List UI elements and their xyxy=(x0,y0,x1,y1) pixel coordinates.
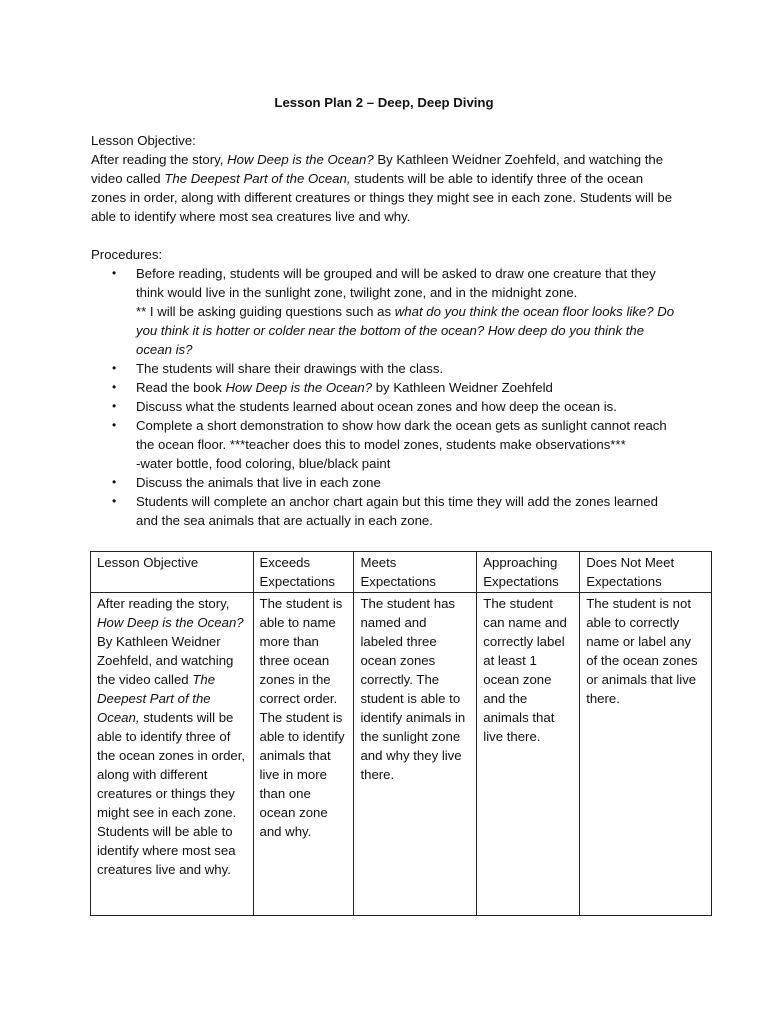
rubric-header-row xyxy=(91,552,712,593)
bullet-icon: • xyxy=(112,494,117,508)
procedure-step xyxy=(91,397,681,416)
rubric-objective-text-1: After reading the story, xyxy=(97,596,230,611)
procedures-list xyxy=(91,264,681,530)
objective-text-1: After reading the story, xyxy=(91,152,228,167)
procedures-section xyxy=(91,245,681,530)
procedure-step xyxy=(91,492,681,530)
step-1-note-prefix: ** I will be asking guiding questions such as xyxy=(136,304,395,319)
procedure-step xyxy=(91,264,681,359)
page-title: Lesson Plan 2 – Deep, Deep Diving xyxy=(274,95,494,110)
objective-video-title: The Deepest Part of the Ocean, xyxy=(164,171,351,186)
rubric-objective-cell xyxy=(91,593,254,916)
procedure-step xyxy=(91,359,681,378)
step-1-text: Before reading, students will be grouped and will be asked to draw one creature that they think would live in the sunlight zone, twilight zone, and in the midnight zone. xyxy=(136,266,656,300)
rubric-header-exceeds: Exceeds Expectations xyxy=(253,552,354,593)
rubric-meets-cell: The student has named and labeled three ocean zones correctly. The student is able to identify animals in the sunlight zone and why they live there. xyxy=(354,593,477,916)
rubric-body-row xyxy=(91,593,712,916)
rubric-objective-book-title: How Deep is the Ocean? xyxy=(97,615,244,630)
rubric-header-approaching: Approaching Expectations xyxy=(477,552,580,593)
step-3-suffix: by Kathleen Weidner Zoehfeld xyxy=(372,380,553,395)
step-5-text: Complete a short demonstration to show how dark the ocean gets as sunlight cannot reach the ocean floor. ***teacher does this to model zones, students make observations*** xyxy=(136,418,667,452)
bullet-icon: • xyxy=(112,399,117,413)
lesson-objective-heading: Lesson Objective: xyxy=(91,133,196,148)
rubric-objective-video-title: The Deepest Part of the Ocean, xyxy=(97,672,216,725)
rubric-approaching-cell: The student can name and correctly label at least 1 ocean zone and the animals that live there. xyxy=(477,593,580,916)
procedure-step xyxy=(91,473,681,492)
lesson-objective-section xyxy=(91,131,681,226)
step-7-text: Students will complete an anchor chart again but this time they will add the zones learned and the sea animals that are actually in each zone. xyxy=(136,494,658,528)
rubric-objective-text-3: students will be able to identify three of the ocean zones in order, along with different creatures or things they might see in each zone. Students will be able to identify where most sea creatures live and why. xyxy=(97,710,246,877)
step-6-text: Discuss the animals that live in each zone xyxy=(136,475,381,490)
step-1-note xyxy=(136,302,681,359)
objective-text-3: students will be able to identify three of the ocean zones in order, along with different creatures or things they might see in each zone. Students will be able to identify where most sea creatures live and why. xyxy=(91,171,673,224)
step-2-text: The students will share their drawings with the class. xyxy=(136,361,444,376)
step-3-prefix: Read the book xyxy=(136,380,226,395)
rubric-does-not-meet-cell: The student is not able to correctly name or label any of the ocean zones or animals that live there. xyxy=(580,593,712,916)
step-4-text: Discuss what the students learned about ocean zones and how deep the ocean is. xyxy=(136,399,617,414)
bullet-icon: • xyxy=(112,361,117,375)
bullet-icon: • xyxy=(112,266,117,280)
procedures-heading: Procedures: xyxy=(91,247,163,262)
bullet-icon: • xyxy=(112,475,117,489)
procedure-step xyxy=(91,378,681,397)
bullet-icon: • xyxy=(112,418,117,432)
rubric-header-meets: Meets Expectations xyxy=(354,552,477,593)
objective-paragraph xyxy=(91,152,672,224)
rubric-table xyxy=(90,551,712,916)
step-1-guiding-questions: what do you think the ocean floor looks like? Do you think it is hotter or colder near the bottom of the ocean? How deep do you think the ocean is? xyxy=(136,304,675,357)
objective-book-title: How Deep is the Ocean? xyxy=(227,152,374,167)
objective-text-2: By Kathleen Weidner Zoehfeld, and watching the video called xyxy=(91,152,664,186)
rubric-objective-text-2: By Kathleen Weidner Zoehfeld, and watching the video called xyxy=(97,634,234,687)
procedure-step xyxy=(91,416,681,473)
step-3-book-title: How Deep is the Ocean? xyxy=(225,380,373,395)
step-5-materials: -water bottle, food coloring, blue/black paint xyxy=(136,456,391,471)
rubric-header-lesson-objective: Lesson Objective xyxy=(91,552,254,593)
rubric-exceeds-cell: The student is able to name more than three ocean zones in the correct order. The student is able to identify animals that live in more than one ocean zone and why. xyxy=(253,593,354,916)
bullet-icon: • xyxy=(112,380,117,394)
rubric-header-does-not-meet: Does Not Meet Expectations xyxy=(580,552,712,593)
